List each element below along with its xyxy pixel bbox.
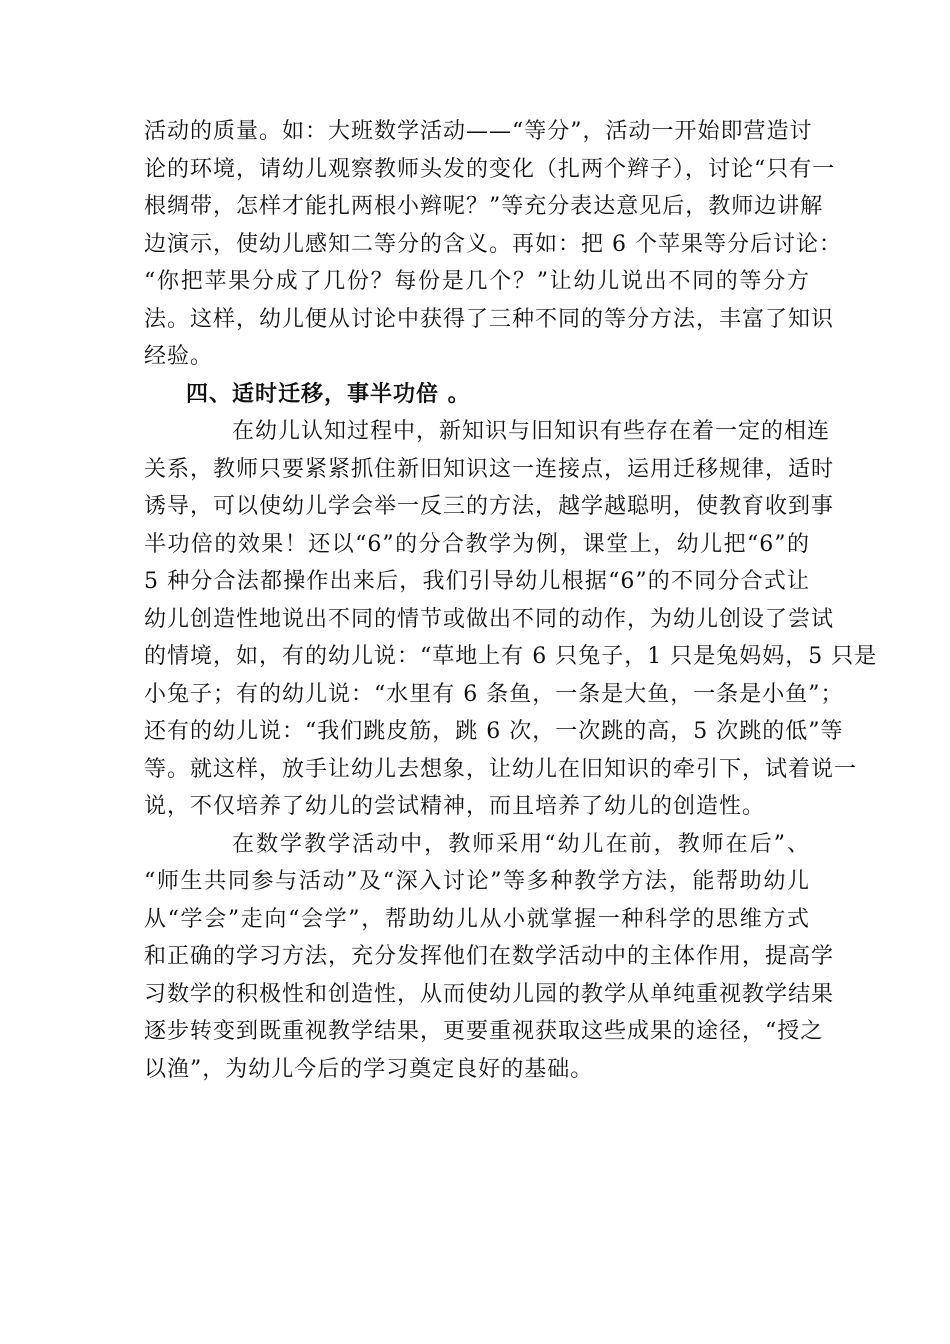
text-line: 法。这样，幼儿便从讨论中获得了三种不同的等分方法，丰富了知识 [144, 306, 835, 332]
paragraph-activity-quality [144, 113, 842, 376]
text-line: 和正确的学习方法，充分发挥他们在数学活动中的主体作用，提高学 [144, 944, 835, 969]
text-line: 说，不仅培养了幼儿的尝试精神，而且培养了幼儿的创造性。 [144, 794, 766, 819]
paragraph-transfer [144, 413, 878, 826]
text-line: 习数学的积极性和创造性，从而使幼儿园的教学从单纯重视教学结果 [144, 981, 835, 1007]
text-line: 还有的幼儿说：“我们跳皮筋，跳 6 次，一次跳的高，5 次跳的低”等 [144, 719, 844, 744]
text-line: 的情境，如，有的幼儿说：“草地上有 6 只兔子，1 只是兔妈妈，5 只是 [144, 644, 878, 669]
text-line: 在数学教学活动中，教师采用“幼儿在前，教师在后”、 [232, 831, 810, 857]
text-line: “师生共同参与活动”及“深入讨论”等多种教学方法，能帮助幼儿 [144, 869, 810, 894]
paragraph-conclusion [144, 826, 835, 1089]
text-line: 边演示，使幼儿感知二等分的含义。再如：把 6 个苹果等分后讨论： [144, 231, 842, 257]
text-line: 从“学会”走向“会学”，帮助幼儿从小就掌握一种科学的思维方式 [144, 906, 810, 932]
text-line: 关系，教师只要紧紧抓住新旧知识这一连接点，运用迁移规律，适时 [144, 456, 835, 482]
text-line: 经验。 [144, 344, 214, 369]
text-line: 根绸带，怎样才能扎两根小辫呢？”等充分表达意见后，教师边讲解 [144, 194, 824, 219]
text-line: 小兔子；有的幼儿说：“水里有 6 条鱼，一条是大鱼，一条是小鱼”； [144, 681, 844, 707]
text-line: 在幼儿认知过程中，新知识与旧知识有些存在着一定的相连 [232, 419, 831, 444]
text-line: 活动的质量。如：大班数学活动——“等分”，活动一开始即营造讨 [144, 119, 813, 144]
text-line: 5 种分合法都操作出来后，我们引导幼儿根据“6”的不同分合式让 [144, 569, 810, 594]
text-line: 半功倍的效果！还以“6”的分合教学为例，课堂上，幼儿把“6”的 [144, 531, 810, 557]
document-body [144, 113, 878, 1088]
section-heading: 四、适时迁移，事半功倍 。 [186, 380, 471, 407]
text-line: 以渔”，为幼儿今后的学习奠定良好的基础。 [144, 1056, 594, 1082]
text-line: 诱导，可以使幼儿学会举一反三的方法，越学越聪明，使教育收到事 [144, 494, 835, 519]
text-line: 幼儿创造性地说出不同的情节或做出不同的动作，为幼儿创设了尝试 [144, 606, 835, 632]
text-line: 等。就这样，放手让幼儿去想象，让幼儿在旧知识的牵引下，试着说一 [144, 756, 858, 782]
text-line: 逐步转变到既重视教学结果，更要重视获取这些成果的途径，“授之 [144, 1019, 824, 1044]
text-line: 论的环境，请幼儿观察教师头发的变化（扎两个辫子），讨论“只有一 [144, 156, 836, 182]
text-line: “你把苹果分成了几份？每份是几个？”让幼儿说出不同的等分方 [144, 269, 810, 294]
